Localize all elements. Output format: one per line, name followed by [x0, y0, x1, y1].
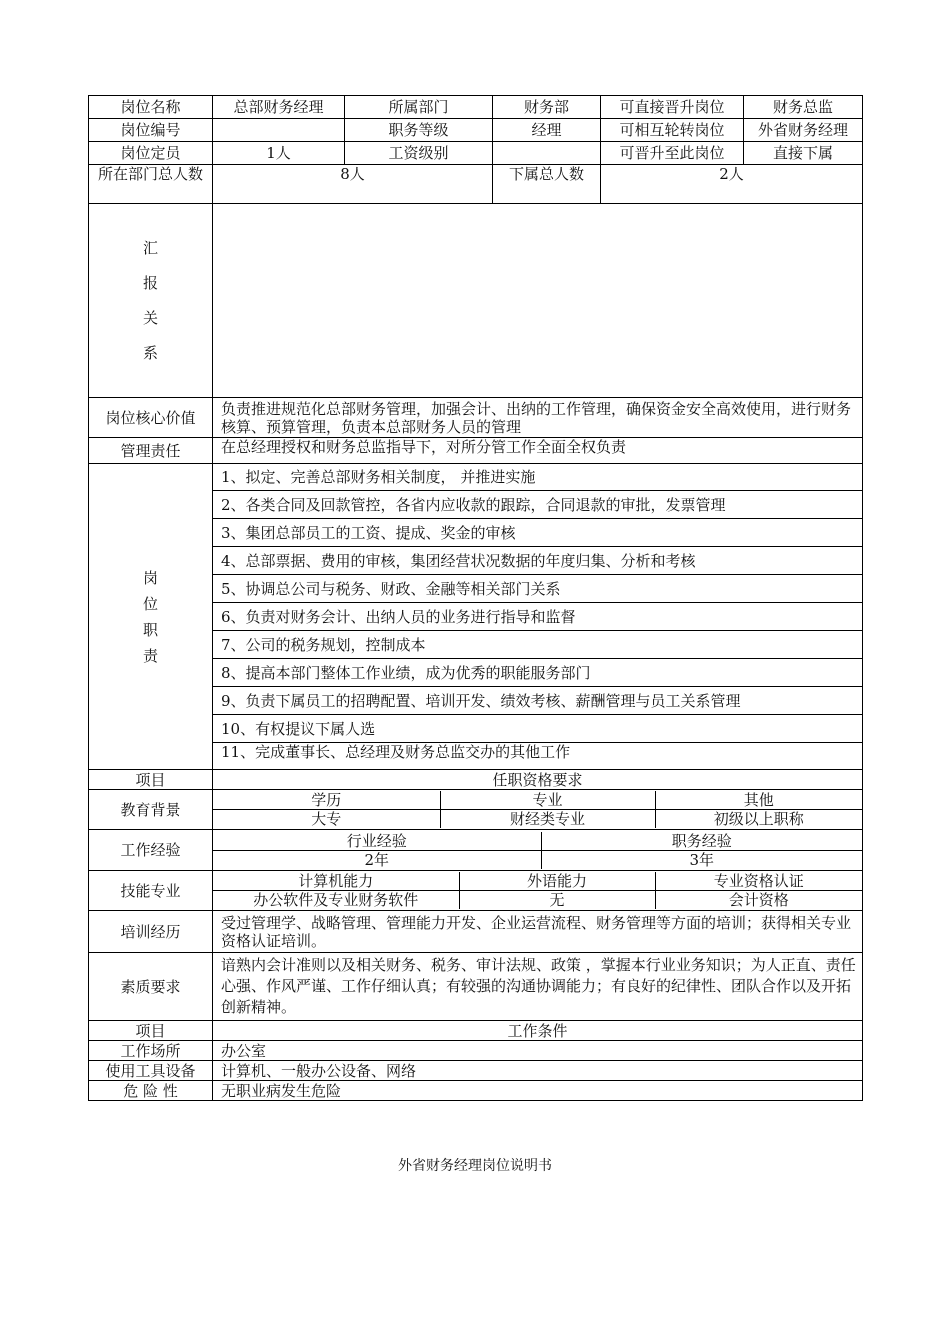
- cell-label-position-name: 岗位名称: [89, 96, 213, 119]
- conditions-header-row: [89, 1021, 863, 1041]
- skill-head-language: 外语能力: [459, 872, 655, 891]
- core-value-text: 负责推进规范化总部财务管理，加强会计、出纳的工作管理，确保资金安全高效使用，进行财务核算、预算管理，负责本总部财务人员的管理: [213, 398, 863, 438]
- skill-head-cert: 专业资格认证: [655, 872, 862, 891]
- training-label: 培训经历: [89, 911, 213, 953]
- education-grid: [213, 790, 863, 830]
- quality-text: 谙熟内会计准则以及相关财务、税务、审计法规、政策 ，掌握本行业业务知识；为人正直、责任心强、作风严谨、工作仔细认真；有较强的沟通协调能力；有良好的纪律性、团队合作以及开拓创新精神。: [213, 953, 863, 1021]
- skill-head-computer: 计算机能力: [213, 872, 459, 891]
- report-relation-chart-area: [213, 204, 863, 398]
- report-char-1: 汇: [142, 238, 158, 257]
- report-char-2: 报: [142, 273, 158, 292]
- management-label: 管理责任: [89, 438, 213, 464]
- header-row-4: [89, 165, 863, 204]
- cell-rotation: 外省财务经理: [744, 119, 863, 142]
- cell-label-promotion: 可直接晋升岗位: [601, 96, 744, 119]
- duty-char-1: 岗: [142, 568, 158, 587]
- duty-item: 7、公司的税务规划，控制成本: [213, 631, 863, 659]
- duty-item: 3、集团总部员工的工资、提成、奖金的审核: [213, 519, 863, 547]
- tools-label: 使用工具设备: [89, 1061, 213, 1081]
- education-row: [89, 790, 863, 830]
- report-char-4: 系: [142, 343, 158, 362]
- management-row: [89, 438, 863, 464]
- duties-label: [89, 464, 213, 770]
- header-row-3: [89, 142, 863, 165]
- duty-item: 4、总部票据、费用的审核，集团经营状况数据的年度归集、分析和考核: [213, 547, 863, 575]
- duty-item: 2、各类合同及回款管控，各省内应收款的跟踪，合同退款的审批，发票管理: [213, 491, 863, 519]
- cell-label-rank: 职务等级: [345, 119, 493, 142]
- conditions-row: [89, 1061, 863, 1081]
- cell-headcount: 1人: [213, 142, 345, 165]
- cell-rank: 经理: [493, 119, 601, 142]
- cell-label-rotation: 可相互轮转岗位: [601, 119, 744, 142]
- exp-head-position: 职务经验: [541, 832, 862, 851]
- qualification-title: 任职资格要求: [213, 770, 863, 790]
- cell-position-name: 总部财务经理: [213, 96, 345, 119]
- tools-value: 计算机、一般办公设备、网络: [213, 1061, 863, 1081]
- cell-position-code: [213, 119, 345, 142]
- duties-section: [89, 464, 863, 770]
- job-description-table: [88, 95, 863, 1101]
- skill-row: [89, 871, 863, 911]
- edu-head-other: 其他: [655, 791, 862, 810]
- skill-computer: 办公软件及专业财务软件: [213, 891, 459, 910]
- document-caption: 外省财务经理岗位说明书: [398, 1158, 552, 1174]
- edu-other: 初级以上职称: [713, 810, 804, 828]
- cell-label-dept-total: 所在部门总人数: [89, 165, 213, 204]
- report-relation-row: [89, 204, 863, 398]
- cell-department: 财务部: [493, 96, 601, 119]
- training-text: 受过管理学、战略管理、管理能力开发、企业运营流程、财务管理等方面的培训；获得相关专业资格认证培训。: [213, 911, 863, 953]
- conditions-title: 工作条件: [213, 1021, 863, 1041]
- cell-label-promote-to: 可晋升至此岗位: [601, 142, 744, 165]
- cell-label-headcount: 岗位定员: [89, 142, 213, 165]
- exp-head-industry: 行业经验: [213, 832, 541, 851]
- exp-industry: 2年: [213, 850, 541, 869]
- experience-grid: [213, 830, 863, 871]
- duty-item: 1、拟定、完善总部财务相关制度， 并推进实施: [213, 464, 863, 491]
- cell-subordinate-total: 2人: [601, 165, 863, 204]
- report-relation-label: [89, 204, 213, 398]
- edu-head-major: 专业: [440, 791, 655, 810]
- cell-label-salary-grade: 工资级别: [345, 142, 493, 165]
- workplace-value: 办公室: [213, 1041, 863, 1061]
- cell-label-position-code: 岗位编号: [89, 119, 213, 142]
- education-label: 教育背景: [89, 790, 213, 830]
- exp-position: 3年: [689, 850, 715, 869]
- report-char-3: 关: [142, 308, 158, 327]
- cell-salary-grade: [493, 142, 601, 165]
- duty-item: 6、负责对财务会计、出纳人员的业务进行指导和监督: [213, 603, 863, 631]
- workplace-label: 工作场所: [89, 1041, 213, 1061]
- duty-item: 11、完成董事长、总经理及财务总监交办的其他工作: [213, 743, 863, 770]
- edu-major: 财经类专业: [440, 810, 655, 829]
- conditions-item-label: 项目: [89, 1021, 213, 1041]
- cell-label-department: 所属部门: [345, 96, 493, 119]
- experience-row: [89, 830, 863, 871]
- skill-language: 无: [459, 891, 655, 910]
- cell-dept-total: 8人: [213, 165, 493, 204]
- skill-grid: [213, 871, 863, 911]
- hazard-label: 危 险 性: [89, 1081, 213, 1101]
- cell-promotion: 财务总监: [744, 96, 863, 119]
- duty-item: 5、协调总公司与税务、财政、金融等相关部门关系: [213, 575, 863, 603]
- duty-char-3: 职: [142, 620, 158, 639]
- core-value-label: 岗位核心价值: [89, 398, 213, 438]
- qualification-item-label: 项目: [89, 770, 213, 790]
- edu-head-degree: 学历: [213, 791, 440, 810]
- duty-item: 9、负责下属员工的招聘配置、培训开发、绩效考核、薪酬管理与员工关系管理: [213, 687, 863, 715]
- duty-item: 10、有权提议下属人选: [213, 715, 863, 743]
- hazard-value: 无职业病发生危险: [213, 1081, 863, 1101]
- core-value-row: [89, 398, 863, 438]
- header-row-2: [89, 119, 863, 142]
- quality-row: [89, 953, 863, 1021]
- cell-label-subordinate-total: 下属总人数: [493, 165, 601, 204]
- training-row: [89, 911, 863, 953]
- header-row-1: [89, 96, 863, 119]
- skill-cert: 会计资格: [728, 891, 789, 909]
- duty-char-4: 责: [142, 646, 158, 665]
- duty-char-2: 位: [142, 594, 158, 613]
- conditions-row: [89, 1041, 863, 1061]
- qualification-header-row: [89, 770, 863, 790]
- cell-promote-to: 直接下属: [744, 142, 863, 165]
- quality-label: 素质要求: [89, 953, 213, 1021]
- experience-label: 工作经验: [89, 830, 213, 871]
- edu-degree: 大专: [213, 810, 440, 829]
- management-text: 在总经理授权和财务总监指导下，对所分管工作全面全权负责: [213, 438, 863, 464]
- conditions-row: [89, 1081, 863, 1101]
- duty-item: 8、提高本部门整体工作业绩，成为优秀的职能服务部门: [213, 659, 863, 687]
- skill-label: 技能专业: [89, 871, 213, 911]
